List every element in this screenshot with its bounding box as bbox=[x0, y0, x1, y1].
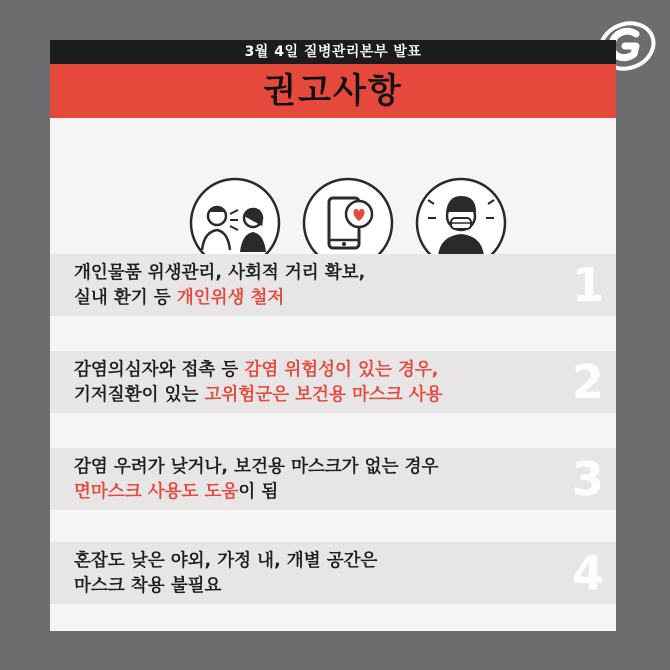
item-number: 3 bbox=[571, 452, 604, 506]
item-number: 4 bbox=[571, 546, 604, 600]
list-item bbox=[50, 448, 616, 510]
item-line: 개인물품 위생관리, 사회적 거리 확보, bbox=[74, 263, 366, 283]
list-item bbox=[50, 542, 616, 604]
item-line: 감염의심자와 접촉 등 bbox=[74, 360, 245, 380]
item-highlight: 면마스크 사용도 도움 bbox=[74, 482, 239, 502]
list-item bbox=[50, 351, 616, 413]
date-title: 3월 4일 질병관리본부 발표 bbox=[50, 40, 616, 64]
item-line: 실내 환기 등 bbox=[74, 288, 177, 308]
item-number: 2 bbox=[571, 355, 604, 409]
item-highlight: 개인위생 철저 bbox=[176, 288, 285, 308]
item-highlight: 감염 위험성이 있는 경우, bbox=[244, 360, 439, 380]
item-line: 감염 우려가 낮거나, 보건용 마스크가 없는 경우 bbox=[74, 457, 439, 477]
page-title: 권고사항 bbox=[50, 64, 616, 118]
item-number: 1 bbox=[571, 258, 604, 312]
item-highlight: 고위험군은 보건용 마스크 사용 bbox=[204, 385, 443, 405]
item-line: 마스크 착용 불필요 bbox=[74, 576, 222, 596]
list-item bbox=[50, 254, 616, 316]
item-line: 혼잡도 낮은 야외, 가정 내, 개별 공간은 bbox=[74, 551, 378, 571]
item-line: 기저질환이 있는 bbox=[74, 385, 205, 405]
advisory-card bbox=[50, 40, 616, 631]
item-line: 이 됨 bbox=[238, 482, 279, 502]
